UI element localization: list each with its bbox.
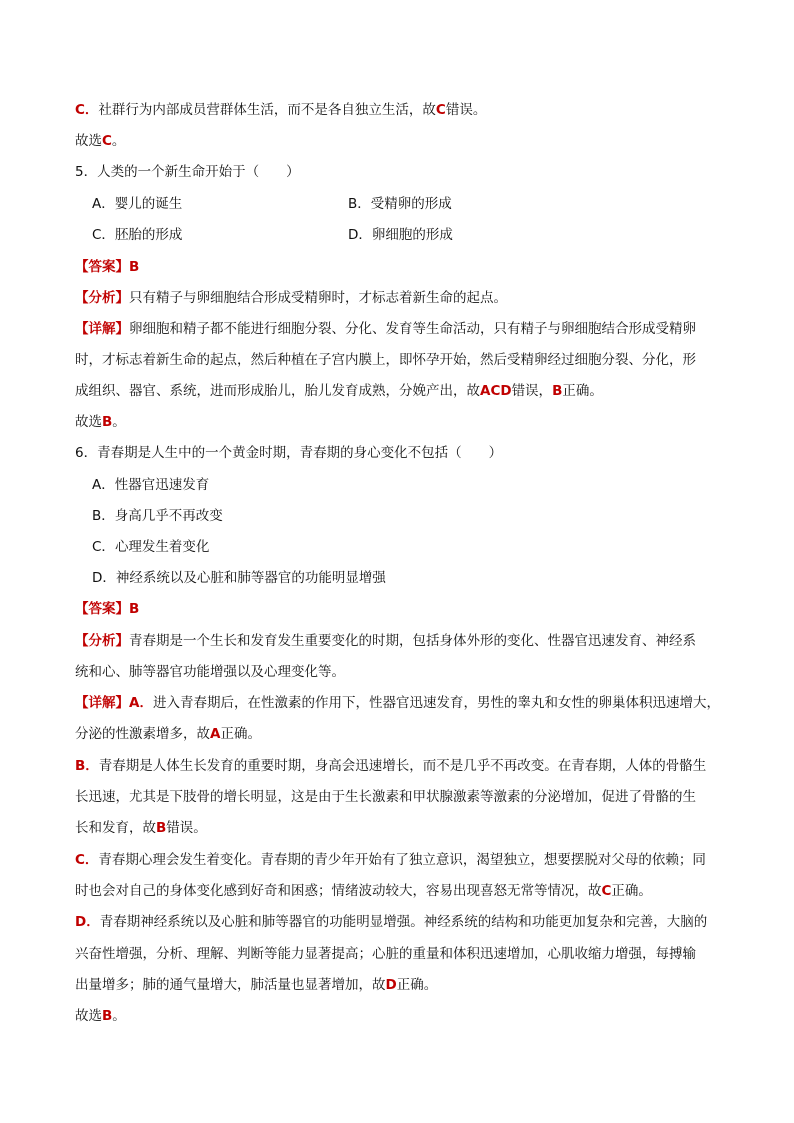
- q6-detail-d-line-3: 出量增多；肺的通气量增大，肺活量也显著增加，故D正确。: [75, 977, 438, 993]
- q5-choose-line: 故选B。: [75, 414, 126, 430]
- q6-detail-c-line-2: 时也会对自己的身体变化感到好奇和困惑；情绪波动较大，容易出现喜怒无常等情况，故C正确。: [75, 883, 652, 899]
- q6-detail-d-line-2: 兴奋性增强，分析、理解、判断等能力显著提高；心脏的重量和体积迅速增加，心肌收缩力增强，每搏输: [75, 946, 696, 962]
- q6-option-d: D．神经系统以及心脏和肺等器官的功能明显增强: [92, 570, 386, 586]
- q6-option-c: C．心理发生着变化: [92, 539, 210, 555]
- q6-detail-b-line-2: 长迅速，尤其是下肢骨的增长明显，这是由于生长激素和甲状腺激素等激素的分泌增加，促进了骨骼的生: [75, 789, 696, 805]
- q6-detail-b-line-1: B．青春期是人体生长发育的重要时期，身高会迅速增长，而不是几乎不再改变。在青春期，人体的骨骼生: [75, 758, 707, 774]
- q6-option-b: B．身高几乎不再改变: [92, 508, 223, 524]
- q5-answer: 【答案】B: [75, 259, 140, 275]
- q5-option-d: D．卵细胞的形成: [348, 227, 453, 243]
- q6-detail-a-line-2: 分泌的性激素增多，故A正确。: [75, 726, 261, 742]
- q6-detail-b-line-3: 长和发育，故B错误。: [75, 820, 207, 836]
- q6-analysis-line-2: 统和心、肺等器官功能增强以及心理变化等。: [75, 664, 345, 680]
- q6-choose-line: 故选B。: [75, 1008, 126, 1024]
- q6-stem: 6．青春期是人生中的一个黄金时期，青春期的身心变化不包括（ ）: [75, 445, 503, 461]
- prev-option-c-explanation: C．社群行为内部成员营群体生活，而不是各自独立生活，故C错误。: [75, 102, 487, 118]
- q6-detail-a-line-1: 【详解】A．进入青春期后，在性激素的作用下，性器官迅速发育，男性的睾丸和女性的卵巢体积迅速增大，: [75, 695, 720, 711]
- prev-c-key: C．: [75, 102, 99, 118]
- q5-stem: 5．人类的一个新生命开始于（ ）: [75, 164, 300, 180]
- q5-detail-line-1: 【详解】卵细胞和精子都不能进行细胞分裂、分化、发育等生命活动，只有精子与卵细胞结合形成受精卵: [75, 321, 696, 337]
- q5-option-c: C．胚胎的形成: [92, 227, 183, 243]
- q5-option-b: B．受精卵的形成: [348, 196, 452, 212]
- q5-detail-line-3: 成组织、器官、系统，进而形成胎儿，胎儿发育成熟，分娩产出，故ACD错误，B正确。: [75, 383, 603, 399]
- q6-answer: 【答案】B: [75, 601, 140, 617]
- q5-option-a: A．婴儿的诞生: [92, 196, 183, 212]
- q5-detail-line-2: 时，才标志着新生命的起点，然后种植在子宫内膜上，即怀孕开始，然后受精卵经过细胞分裂、分化，形: [75, 352, 696, 368]
- q6-detail-c-line-1: C．青春期心理会发生着变化。青春期的青少年开始有了独立意识，渴望独立，想要摆脱对父母的依赖；同: [75, 852, 706, 868]
- q5-analysis: 【分析】只有精子与卵细胞结合形成受精卵时，才标志着新生命的起点。: [75, 290, 507, 306]
- prev-choose-line: 故选C。: [75, 133, 126, 149]
- q6-detail-d-line-1: D．青春期神经系统以及心脏和肺等器官的功能明显增强。神经系统的结构和功能更加复杂和完善，大脑的: [75, 914, 708, 930]
- q6-analysis-line-1: 【分析】青春期是一个生长和发育发生重要变化的时期，包括身体外形的变化、性器官迅速发育、神经系: [75, 633, 696, 649]
- q6-option-a: A．性器官迅速发育: [92, 477, 210, 493]
